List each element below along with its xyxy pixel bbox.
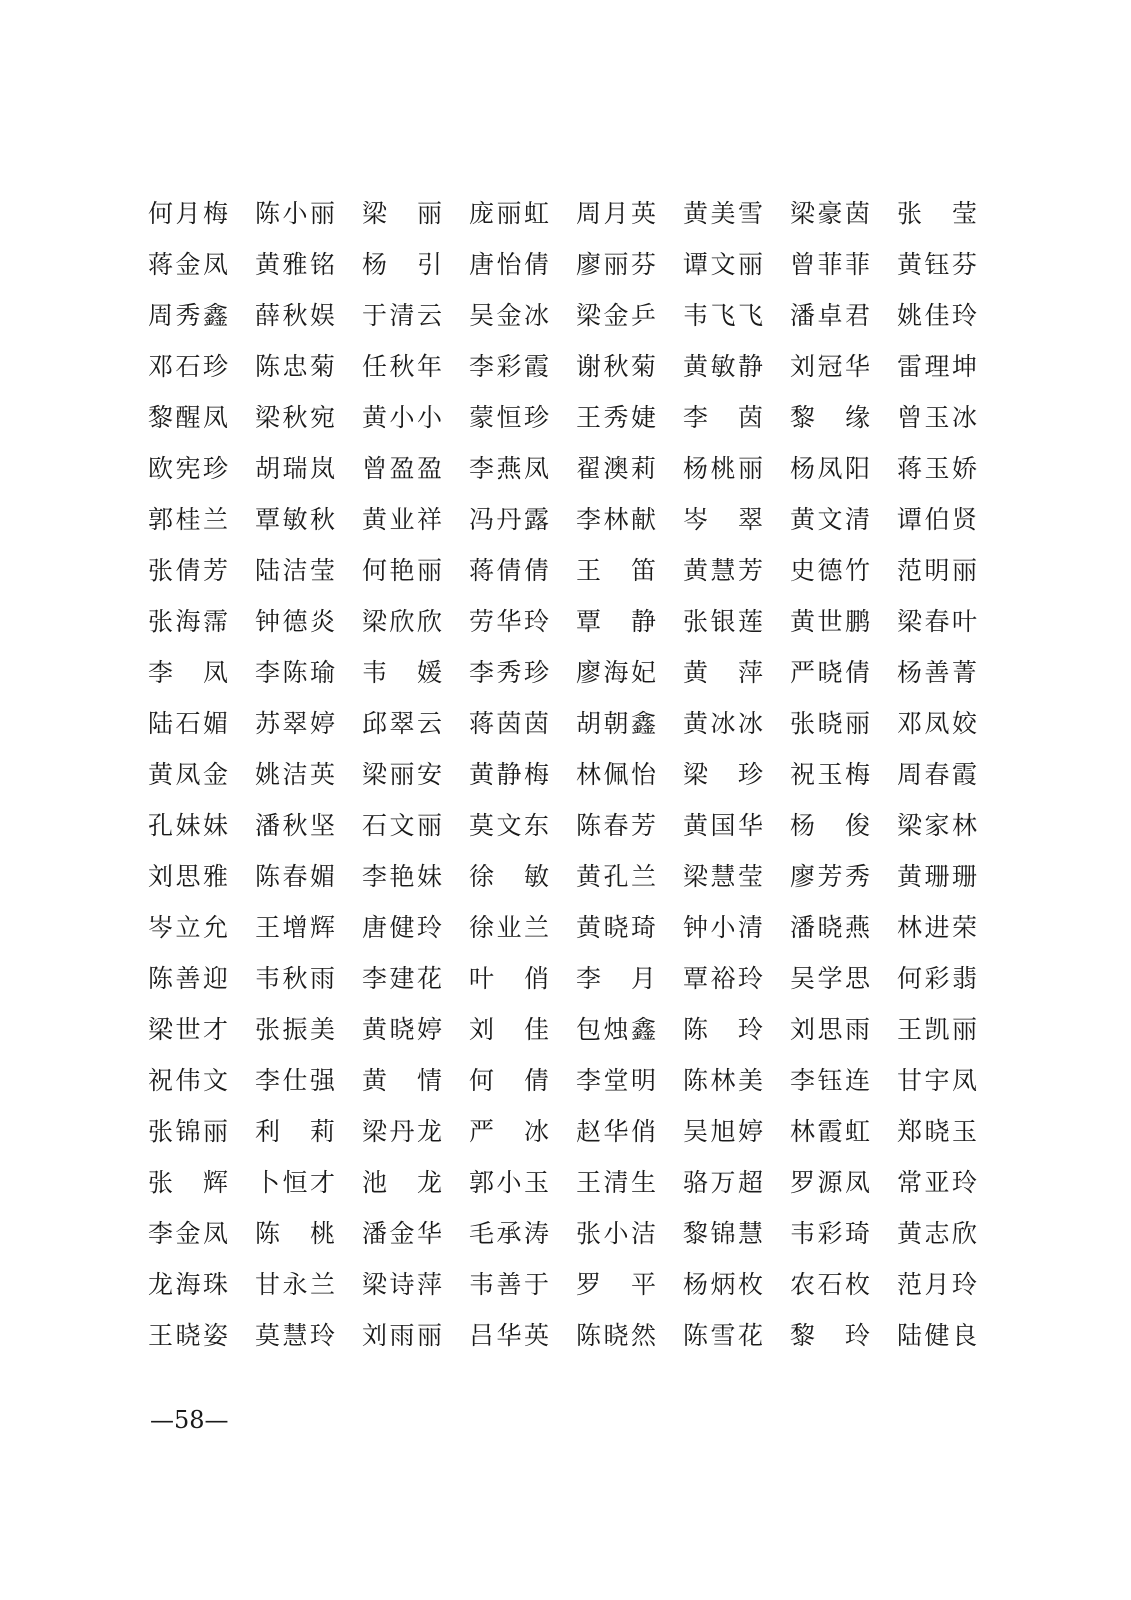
name-entry: 郭 小 玉 — [469, 1167, 549, 1197]
name-entry: 王 增 辉 — [255, 912, 335, 942]
name-entry: 曾 玉 冰 — [897, 402, 977, 432]
name-entry: 王 秀 婕 — [576, 402, 656, 432]
name-entry: 邓 凤 姣 — [897, 708, 977, 738]
name-row — [148, 1106, 980, 1157]
name-entry: 罗 平 — [576, 1269, 656, 1299]
name-entry: 周 月 英 — [576, 198, 656, 228]
name-entry: 钟 德 炎 — [255, 606, 335, 636]
name-entry: 黄 静 梅 — [469, 759, 549, 789]
name-entry: 杨 引 — [362, 249, 442, 279]
name-entry: 陈 桃 — [255, 1218, 335, 1248]
name-entry: 李 艳 妹 — [362, 861, 442, 891]
name-entry: 何 彩 翡 — [897, 963, 977, 993]
name-entry: 邱 翠 云 — [362, 708, 442, 738]
name-entry: 韦 善 于 — [469, 1269, 549, 1299]
name-entry: 张 振 美 — [255, 1014, 335, 1044]
name-entry: 孔 妹 妹 — [148, 810, 228, 840]
name-entry: 包 烛 鑫 — [576, 1014, 656, 1044]
name-entry: 骆 万 超 — [683, 1167, 763, 1197]
name-entry: 韦 媛 — [362, 657, 442, 687]
name-entry: 张 晓 丽 — [790, 708, 870, 738]
name-entry: 潘 秋 坚 — [255, 810, 335, 840]
name-entry: 岑 立 允 — [148, 912, 228, 942]
name-entry: 陈 林 美 — [683, 1065, 763, 1095]
name-entry: 祝 伟 文 — [148, 1065, 228, 1095]
name-entry: 陆 健 良 — [897, 1320, 977, 1350]
name-row — [148, 392, 980, 443]
name-entry: 黎 锦 慧 — [683, 1218, 763, 1248]
name-entry: 范 月 玲 — [897, 1269, 977, 1299]
name-entry: 黄 晓 琦 — [576, 912, 656, 942]
name-entry: 黄 业 祥 — [362, 504, 442, 534]
name-entry: 林 霞 虹 — [790, 1116, 870, 1146]
name-entry: 黄 钰 芬 — [897, 249, 977, 279]
name-entry: 龙 海 珠 — [148, 1269, 228, 1299]
name-entry: 李 钰 连 — [790, 1065, 870, 1095]
name-entry: 赵 华 俏 — [576, 1116, 656, 1146]
name-entry: 王 凯 丽 — [897, 1014, 977, 1044]
name-entry: 严 晓 倩 — [790, 657, 870, 687]
name-entry: 刘 思 雨 — [790, 1014, 870, 1044]
name-entry: 祝 玉 梅 — [790, 759, 870, 789]
name-entry: 刘 思 雅 — [148, 861, 228, 891]
name-entry: 黄 小 小 — [362, 402, 442, 432]
name-entry: 冯 丹 露 — [469, 504, 549, 534]
name-entry: 陈 玲 — [683, 1014, 763, 1044]
name-row — [148, 698, 980, 749]
name-entry: 李 秀 珍 — [469, 657, 549, 687]
name-entry: 林 进 荣 — [897, 912, 977, 942]
name-entry: 黄 冰 冰 — [683, 708, 763, 738]
name-entry: 陆 洁 莹 — [255, 555, 335, 585]
name-entry: 姚 佳 玲 — [897, 300, 977, 330]
name-entry: 黄 敏 静 — [683, 351, 763, 381]
name-entry: 黄 情 — [362, 1065, 442, 1095]
name-row — [148, 800, 980, 851]
name-entry: 郭 桂 兰 — [148, 504, 228, 534]
name-row — [148, 341, 980, 392]
name-entry: 李 彩 霞 — [469, 351, 549, 381]
name-entry: 张 海 霈 — [148, 606, 228, 636]
name-entry: 陈 忠 菊 — [255, 351, 335, 381]
name-entry: 雷 理 坤 — [897, 351, 977, 381]
name-entry: 李 凤 — [148, 657, 228, 687]
name-entry: 姚 洁 英 — [255, 759, 335, 789]
name-entry: 韦 飞 飞 — [683, 300, 763, 330]
name-entry: 唐 怡 倩 — [469, 249, 549, 279]
name-row — [148, 953, 980, 1004]
name-entry: 叶 俏 — [469, 963, 549, 993]
name-entry: 莫 文 东 — [469, 810, 549, 840]
name-entry: 梁 欣 欣 — [362, 606, 442, 636]
name-entry: 王 清 生 — [576, 1167, 656, 1197]
name-entry: 何 艳 丽 — [362, 555, 442, 585]
name-entry: 黄 世 鹏 — [790, 606, 870, 636]
name-entry: 谭 文 丽 — [683, 249, 763, 279]
name-row — [148, 290, 980, 341]
name-entry: 梁 豪 茵 — [790, 198, 870, 228]
name-entry: 廖 海 妃 — [576, 657, 656, 687]
name-entry: 庞 丽 虹 — [469, 198, 549, 228]
name-entry: 张 锦 丽 — [148, 1116, 228, 1146]
name-row — [148, 1055, 980, 1106]
name-entry: 严 冰 — [469, 1116, 549, 1146]
name-entry: 邓 石 珍 — [148, 351, 228, 381]
name-entry: 刘 佳 — [469, 1014, 549, 1044]
name-entry: 池 龙 — [362, 1167, 442, 1197]
name-entry: 欧 宪 珍 — [148, 453, 228, 483]
name-entry: 钟 小 清 — [683, 912, 763, 942]
name-row — [148, 749, 980, 800]
name-entry: 周 秀 鑫 — [148, 300, 228, 330]
name-entry: 薛 秋 娱 — [255, 300, 335, 330]
name-entry: 蒙 恒 珍 — [469, 402, 549, 432]
name-entry: 梁 丽 安 — [362, 759, 442, 789]
name-entry: 苏 翠 婷 — [255, 708, 335, 738]
name-entry: 黎 缘 — [790, 402, 870, 432]
name-entry: 利 莉 — [255, 1116, 335, 1146]
name-entry: 黄 国 华 — [683, 810, 763, 840]
name-entry: 陈 春 媚 — [255, 861, 335, 891]
name-entry: 李 金 凤 — [148, 1218, 228, 1248]
name-entry: 覃 敏 秋 — [255, 504, 335, 534]
name-entry: 杨 桃 丽 — [683, 453, 763, 483]
name-entry: 黄 美 雪 — [683, 198, 763, 228]
name-entry: 梁 丽 — [362, 198, 442, 228]
name-entry: 黄 慧 芳 — [683, 555, 763, 585]
name-row — [148, 494, 980, 545]
name-entry: 杨 炳 枚 — [683, 1269, 763, 1299]
name-entry: 蒋 金 凤 — [148, 249, 228, 279]
name-entry: 廖 丽 芬 — [576, 249, 656, 279]
name-entry: 梁 家 林 — [897, 810, 977, 840]
name-row — [148, 902, 980, 953]
name-entry: 吕 华 英 — [469, 1320, 549, 1350]
name-entry: 翟 澳 莉 — [576, 453, 656, 483]
name-entry: 蒋 倩 倩 — [469, 555, 549, 585]
name-entry: 吴 学 思 — [790, 963, 870, 993]
name-entry: 王 笛 — [576, 555, 656, 585]
name-entry: 岑 翠 — [683, 504, 763, 534]
name-entry: 潘 晓 燕 — [790, 912, 870, 942]
name-entry: 范 明 丽 — [897, 555, 977, 585]
name-entry: 陈 善 迎 — [148, 963, 228, 993]
name-entry: 陈 雪 花 — [683, 1320, 763, 1350]
name-entry: 莫 慧 玲 — [255, 1320, 335, 1350]
name-entry: 杨 俊 — [790, 810, 870, 840]
name-entry: 李 陈 瑜 — [255, 657, 335, 687]
name-entry: 于 清 云 — [362, 300, 442, 330]
name-entry: 吴 旭 婷 — [683, 1116, 763, 1146]
name-entry: 甘 永 兰 — [255, 1269, 335, 1299]
name-row — [148, 647, 980, 698]
name-entry: 卜 恒 才 — [255, 1167, 335, 1197]
name-entry: 何 倩 — [469, 1065, 549, 1095]
name-entry: 劳 华 玲 — [469, 606, 549, 636]
name-row — [148, 545, 980, 596]
name-entry: 陆 石 媚 — [148, 708, 228, 738]
name-entry: 陈 春 芳 — [576, 810, 656, 840]
name-entry: 潘 卓 君 — [790, 300, 870, 330]
name-entry: 黄 雅 铭 — [255, 249, 335, 279]
name-entry: 张 倩 芳 — [148, 555, 228, 585]
name-entry: 张 辉 — [148, 1167, 228, 1197]
name-entry: 徐 敏 — [469, 861, 549, 891]
name-entry: 李 建 花 — [362, 963, 442, 993]
name-entry: 王 晓 姿 — [148, 1320, 228, 1350]
name-row — [148, 188, 980, 239]
name-row — [148, 239, 980, 290]
name-entry: 韦 秋 雨 — [255, 963, 335, 993]
name-entry: 张 莹 — [897, 198, 977, 228]
name-row — [148, 851, 980, 902]
name-entry: 林 佩 怡 — [576, 759, 656, 789]
name-entry: 曾 菲 菲 — [790, 249, 870, 279]
name-entry: 蒋 茵 茵 — [469, 708, 549, 738]
name-entry: 郑 晓 玉 — [897, 1116, 977, 1146]
name-row — [148, 1310, 980, 1361]
page-number: —58— — [150, 1406, 229, 1434]
name-entry: 甘 宇 凤 — [897, 1065, 977, 1095]
name-entry: 常 亚 玲 — [897, 1167, 977, 1197]
name-entry: 李 茵 — [683, 402, 763, 432]
name-entry: 覃 裕 玲 — [683, 963, 763, 993]
name-entry: 梁 丹 龙 — [362, 1116, 442, 1146]
name-entry: 谭 伯 贤 — [897, 504, 977, 534]
name-entry: 黄 珊 珊 — [897, 861, 977, 891]
name-entry: 李 堂 明 — [576, 1065, 656, 1095]
name-entry: 李 林 献 — [576, 504, 656, 534]
name-entry: 毛 承 涛 — [469, 1218, 549, 1248]
name-entry: 梁 金 乒 — [576, 300, 656, 330]
name-list — [148, 188, 980, 1361]
name-row — [148, 1004, 980, 1055]
name-entry: 徐 业 兰 — [469, 912, 549, 942]
name-entry: 韦 彩 琦 — [790, 1218, 870, 1248]
name-entry: 廖 芳 秀 — [790, 861, 870, 891]
name-row — [148, 1157, 980, 1208]
name-entry: 李 燕 凤 — [469, 453, 549, 483]
name-entry: 梁 珍 — [683, 759, 763, 789]
name-entry: 黄 萍 — [683, 657, 763, 687]
name-entry: 刘 雨 丽 — [362, 1320, 442, 1350]
name-entry: 农 石 枚 — [790, 1269, 870, 1299]
name-entry: 梁 诗 萍 — [362, 1269, 442, 1299]
name-entry: 石 文 丽 — [362, 810, 442, 840]
name-entry: 胡 瑞 岚 — [255, 453, 335, 483]
name-entry: 李 仕 强 — [255, 1065, 335, 1095]
name-entry: 陈 晓 然 — [576, 1320, 656, 1350]
name-entry: 陈 小 丽 — [255, 198, 335, 228]
name-row — [148, 596, 980, 647]
name-entry: 黄 晓 婷 — [362, 1014, 442, 1044]
name-entry: 张 银 莲 — [683, 606, 763, 636]
name-entry: 胡 朝 鑫 — [576, 708, 656, 738]
name-entry: 梁 慧 莹 — [683, 861, 763, 891]
name-entry: 梁 春 叶 — [897, 606, 977, 636]
name-entry: 杨 凤 阳 — [790, 453, 870, 483]
name-entry: 何 月 梅 — [148, 198, 228, 228]
name-entry: 黎 醒 凤 — [148, 402, 228, 432]
name-entry: 曾 盈 盈 — [362, 453, 442, 483]
name-entry: 潘 金 华 — [362, 1218, 442, 1248]
name-entry: 黄 志 欣 — [897, 1218, 977, 1248]
name-entry: 唐 健 玲 — [362, 912, 442, 942]
name-entry: 梁 世 才 — [148, 1014, 228, 1044]
name-entry: 周 春 霞 — [897, 759, 977, 789]
name-entry: 黄 凤 金 — [148, 759, 228, 789]
name-entry: 吴 金 冰 — [469, 300, 549, 330]
name-entry: 任 秋 年 — [362, 351, 442, 381]
name-entry: 谢 秋 菊 — [576, 351, 656, 381]
name-entry: 黄 孔 兰 — [576, 861, 656, 891]
name-entry: 黄 文 清 — [790, 504, 870, 534]
name-row — [148, 1208, 980, 1259]
name-entry: 杨 善 菁 — [897, 657, 977, 687]
name-row — [148, 1259, 980, 1310]
name-entry: 蒋 玉 娇 — [897, 453, 977, 483]
name-entry: 覃 静 — [576, 606, 656, 636]
name-entry: 张 小 洁 — [576, 1218, 656, 1248]
name-row — [148, 443, 980, 494]
name-entry: 李 月 — [576, 963, 656, 993]
name-entry: 刘 冠 华 — [790, 351, 870, 381]
name-entry: 罗 源 凤 — [790, 1167, 870, 1197]
name-entry: 史 德 竹 — [790, 555, 870, 585]
name-entry: 黎 玲 — [790, 1320, 870, 1350]
name-entry: 梁 秋 宛 — [255, 402, 335, 432]
